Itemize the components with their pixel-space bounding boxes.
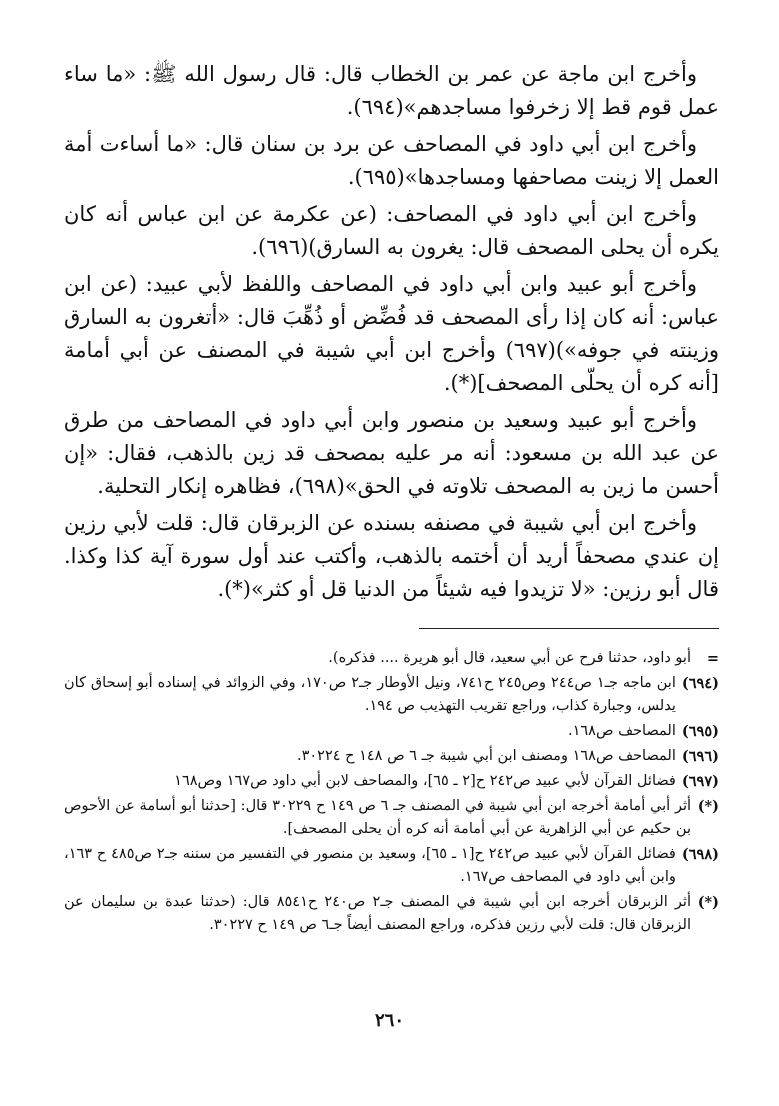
paragraph: وأخرج ابن أبي داود في المصاحف عن برد بن سنان قال: «ما أساءت أمة العمل إلا زينت مصاحفها ومساجدها»(٦٩٥). bbox=[64, 132, 719, 189]
footnote bbox=[64, 647, 719, 670]
main-text bbox=[64, 58, 719, 606]
footnote-text: فضائل القرآن لأبي عبيد ص٢٤٢ ح[٢ ـ ٦٥]، والمصاحف لابن أبي داود ص١٦٧ وص١٦٨ bbox=[174, 773, 676, 789]
book-page bbox=[64, 58, 719, 1106]
footnote bbox=[64, 720, 719, 743]
footnote-text: أبو داود، حدثنا فرح عن أبي سعيد، قال أبو هريرة .... فذكره). bbox=[328, 650, 691, 666]
footnote-marker: (٦٩٤) bbox=[681, 675, 719, 692]
footnote bbox=[64, 770, 719, 793]
paragraph: وأخرج ابن أبي شيبة في مصنفه بسنده عن الزبرقان قال: قلت لأبي رزين إن عندي مصحفاً أريد أن أختمه بالذهب، وأكتب عند أول سورة آية كذا وكذا. قال أبو رزين: «لا تزيدوا فيه شيئاً من الدنيا قل أو كثر»(*). bbox=[64, 511, 719, 601]
footnote-text: فضائل القرآن لأبي عبيد ص٢٤٢ ح[١ ـ ٦٥]، وسعيد بن منصور في التفسير من سننه جـ٢ ص٤٨٥ ح ١٦٣، وابن أبي داود في المصاحف ص١٦٧. bbox=[64, 846, 676, 885]
footnotes bbox=[64, 647, 719, 937]
paragraph: وأخرج ابن أبي داود في المصاحف: (عن عكرمة عن ابن عباس أنه كان يكره أن يحلى المصحف قال: يغرون به السارق)(٦٩٦). bbox=[64, 202, 719, 259]
footnote-marker: (٦٩٨) bbox=[681, 846, 719, 863]
paragraph: وأخرج ابن ماجة عن عمر بن الخطاب قال: قال رسول الله ﷺ: «ما ساء عمل قوم قط إلا زخرفوا مساجدهم»(٦٩٤). bbox=[64, 62, 719, 119]
paragraph: وأخرج أبو عبيد وسعيد بن منصور وابن أبي داود في المصاحف من طرق عن عبد الله بن مسعود: أنه مر عليه بمصحف قد زين بالذهب، فقال: «إن أحسن ما زين به المصحف تلاوته في الحق»(٦٩٨)، فظاهره إنكار التحلية. bbox=[64, 408, 719, 498]
footnote-text: أثر أبي أمامة أخرجه ابن أبي شيبة في المصنف جـ ٦ ص ١٤٩ ح ٣٠٢٢٩ قال: [حدثنا أبو أسامة عن الأحوص بن حكيم عن أبي الزاهرية عن أبي أمامة أنه كره أن يحلى المصحف]. bbox=[64, 798, 692, 837]
footnote-text: أثر الزبرقان أخرجه ابن أبي شيبة في المصنف جـ٢ ص٢٤٠ ح٨٥٤١ قال: (حدثنا عبدة بن سليمان عن الزبرقان قال: قلت لأبي رزين فذكره، وراجع المصنف أيضاً جـ٦ ص ١٤٩ ح ٣٠٢٢٧. bbox=[64, 894, 691, 933]
footnote bbox=[64, 745, 719, 768]
footnote-marker: (*) bbox=[697, 798, 719, 815]
footnote-marker: (٦٩٥) bbox=[681, 723, 719, 740]
paragraph: وأخرج أبو عبيد وابن أبي داود في المصاحف واللفظ لأبي عبيد: (عن ابن عباس: أنه كان إذا رأى المصحف قد فُضِّض أو ذُهِّبَ قال: «أتغرون به السارق وزينته في جوفه»)(٦٩٧) وأخرج ابن أبي شيبة في المصنف عن أبي أمامة [أنه كره أن يحلّى المصحف](*). bbox=[64, 272, 719, 395]
footnote bbox=[64, 795, 719, 841]
footnote-text: المصاحف ص١٦٨ ومصنف ابن أبي شيبة جـ ٦ ص ١٤٨ ح ٣٠٢٢٤. bbox=[296, 748, 676, 764]
footnote bbox=[64, 672, 719, 718]
footnote-marker: (٦٩٧) bbox=[681, 773, 719, 790]
footnote-text: المصاحف ص١٦٨. bbox=[567, 723, 676, 739]
footnote bbox=[64, 843, 719, 889]
footnote-divider bbox=[419, 628, 719, 629]
footnote-marker: (*) bbox=[697, 894, 719, 911]
footnote-marker: (٦٩٦) bbox=[681, 748, 719, 765]
footnote-text: ابن ماجه جـ١ ص٢٤٤ وص٢٤٥ ح٧٤١، ونيل الأوطار جـ٢ ص١٧٠، وفي الزوائد في إسناده أبو إسحاق كان يدلس، وجبارة كذاب، وراجع تقريب التهذيب ص ١٩٤. bbox=[64, 675, 676, 714]
page-number: ٢٦٠ bbox=[374, 1010, 404, 1031]
footnote-marker: = bbox=[706, 650, 719, 667]
footnote bbox=[64, 891, 719, 937]
